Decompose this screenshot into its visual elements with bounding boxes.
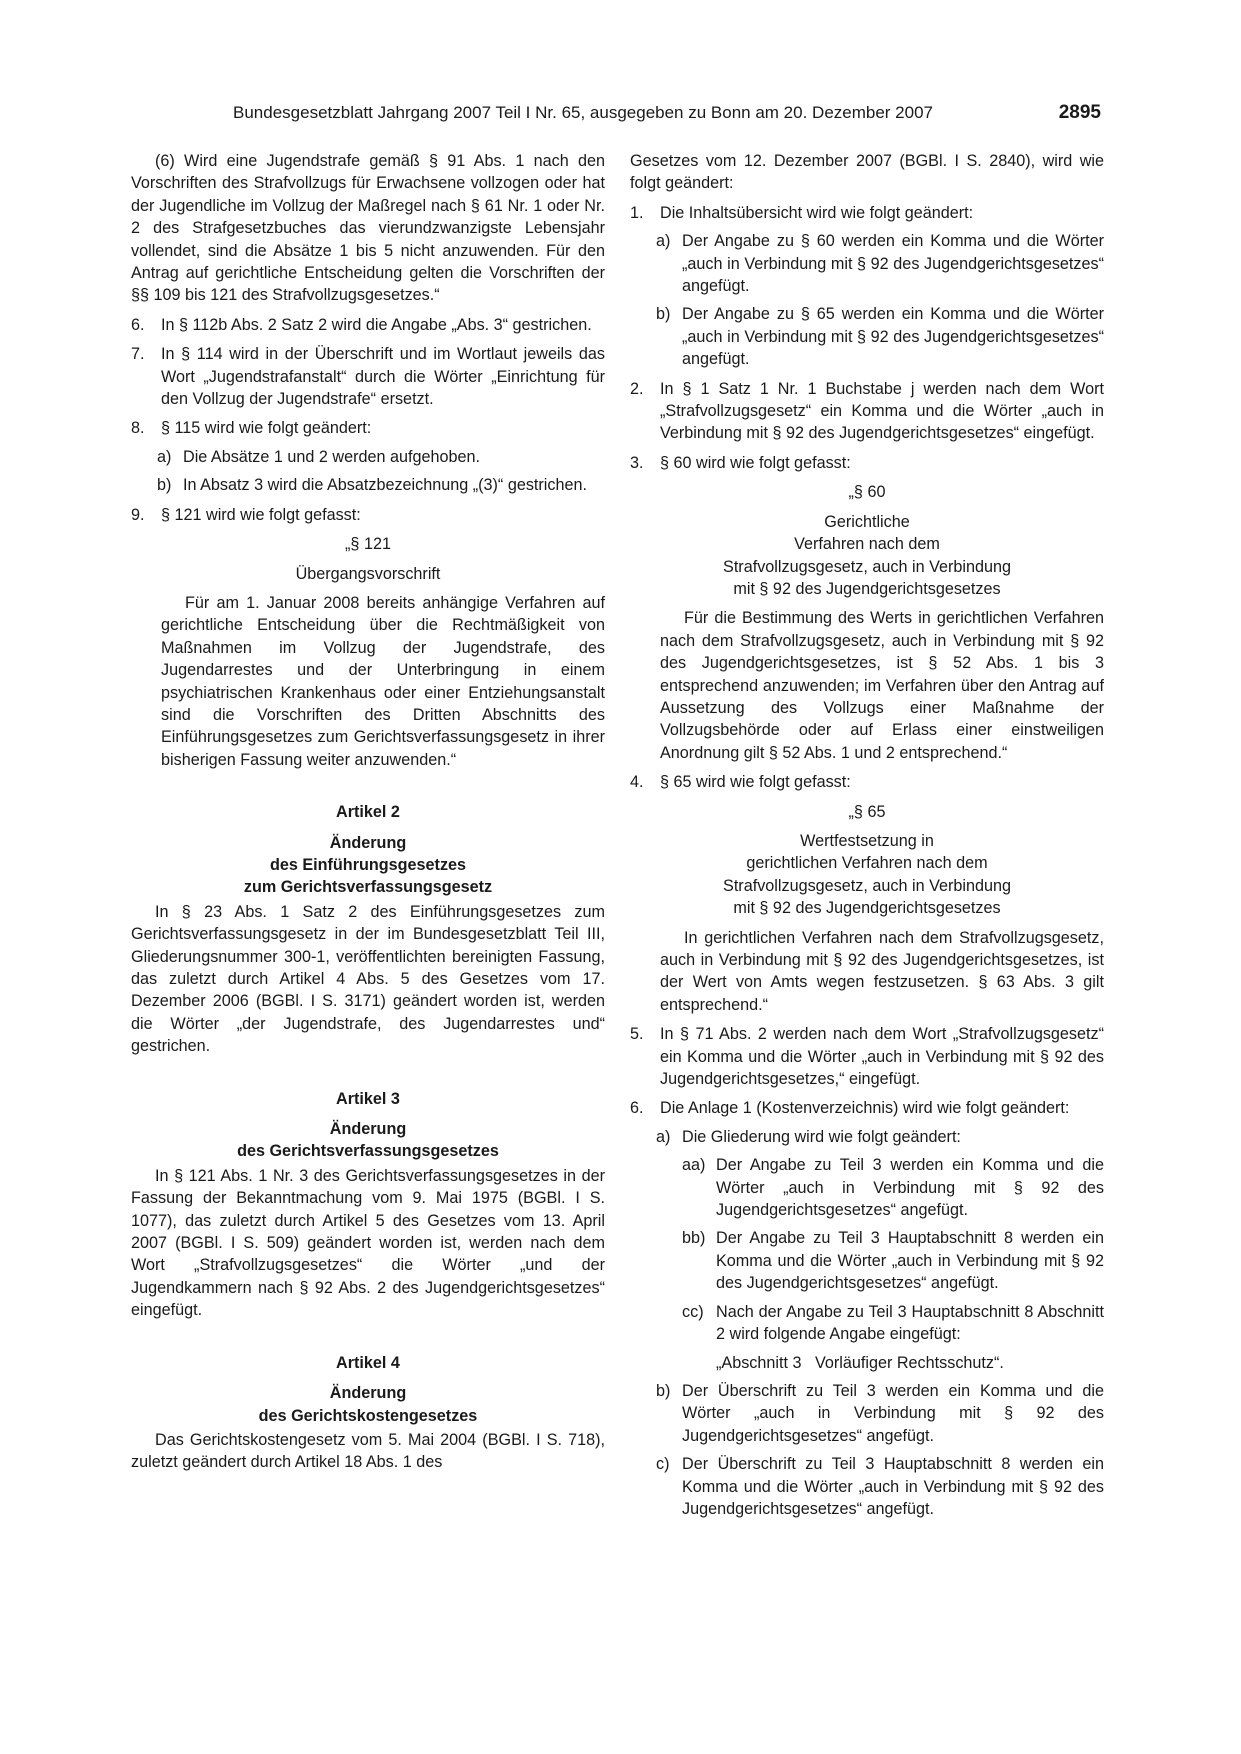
item-number: 6. [630, 1099, 644, 1118]
article-subtitle-line: Änderung [329, 1120, 407, 1139]
sub-sub-item-letter: aa) [682, 1156, 706, 1175]
sub-item [656, 230, 1104, 297]
section-label: „§ 121 [345, 535, 391, 554]
list-item [630, 378, 1104, 445]
sub-item [656, 1126, 1104, 1148]
list-item [630, 771, 1104, 793]
item-number: 8. [131, 419, 145, 438]
section-heading-line: Strafvollzugsgesetz, auch in Verbindung [723, 876, 1011, 895]
continuation-text: Gesetzes vom 12. Dezember 2007 (BGBl. I S. 2840), wird wie folgt geändert: [630, 152, 1104, 193]
gazette-title: Bundesgesetzblatt Jahrgang 2007 Teil I Nr. 65, ausgegeben zu Bonn am 20. Dezember 2007 [233, 103, 933, 122]
item-text: § 115 wird wie folgt geändert: [161, 419, 372, 438]
sub-sub-item-letter: cc) [682, 1302, 704, 1321]
paragraph-6: (6) Wird eine Jugendstrafe gemäß § 91 Abs. 1 nach den Vorschriften des Strafvollzugs für Erwachsene vollzogen oder hat der Jugendliche im Vollzug der Maßregel nach § 61 Nr. 1 oder Nr. 2 des Strafgesetzbuches das vierundzwanzigste Lebensjahr vollendet, sind die Absätze 1 bis 5 nicht anzuwenden. Für den Antrag auf gerichtliche Entscheidung gelten die Vorschriften der §§ 109 bis 121 des Strafvollzugsgesetzes.“ [131, 152, 605, 305]
sub-sub-item-text: Der Angabe zu Teil 3 Hauptabschnitt 8 werden ein Komma und die Wörter „auch in Verbindung mit § 92 des Jugendgerichtsgesetzes“ angefügt. [716, 1229, 1104, 1293]
article-subtitle-line: zum Gerichtsverfassungsgesetz [243, 878, 493, 897]
list-item [630, 1023, 1104, 1090]
section-heading [630, 511, 1104, 601]
item-number: 2. [630, 379, 644, 398]
article-title: Artikel 4 [336, 1353, 400, 1372]
item-text: § 121 wird wie folgt gefasst: [161, 505, 361, 524]
article-subtitle-line: des Einführungsgesetzes [269, 855, 467, 874]
article-subtitle [131, 832, 605, 899]
article-subtitle-line: des Gerichtsverfassungsgesetzes [237, 1142, 499, 1161]
section-heading-line: Wertfestsetzung in [800, 831, 934, 850]
item-text: In § 114 wird in der Überschrift und im Wortlaut jeweils das Wort „Jugendstrafanstalt“ durch die Wörter „Einrichtung für den Vollzug der Jugendstrafe“ ersetzt. [161, 345, 605, 409]
sub-item [656, 1380, 1104, 1447]
section-heading-line: mit § 92 des Jugendgerichtsgesetzes [733, 579, 1001, 598]
sub-item-text: Der Überschrift zu Teil 3 werden ein Komma und die Wörter „auch in Verbindung mit § 92 des Jugendgerichtsgesetzes“ angefügt. [682, 1381, 1104, 1445]
left-column [131, 150, 605, 1474]
section-heading-line: Verfahren nach dem [794, 535, 940, 554]
sub-item-text: In Absatz 3 wird die Absatzbezeichnung „(3)“ gestrichen. [183, 476, 588, 495]
article-subtitle-line: Änderung [329, 1384, 407, 1403]
sub-item-text: Der Überschrift zu Teil 3 Hauptabschnitt 8 werden ein Komma und die Wörter „auch in Verbindung mit § 92 des Jugendgerichtsgesetzes“ angefügt. [682, 1455, 1104, 1518]
article-subtitle [131, 1382, 605, 1427]
item-text: In § 1 Satz 1 Nr. 1 Buchstabe j werden nach dem Wort „Strafvollzugsgesetz“ ein Komma und die Wörter „auch in Verbindung mit § 92 des Jugendgerichtsgesetzes“ eingefügt. [660, 379, 1104, 443]
item-number: 9. [131, 505, 145, 524]
list-item [131, 417, 605, 439]
item-text: Die Anlage 1 (Kostenverzeichnis) wird wie folgt geändert: [660, 1099, 1070, 1118]
item-number: 4. [630, 773, 644, 792]
item-text: In § 112b Abs. 2 Satz 2 wird die Angabe „Abs. 3“ gestrichen. [161, 315, 592, 334]
section-label: „§ 65 [848, 802, 886, 821]
right-column [630, 150, 1104, 1520]
article-subtitle-line: Änderung [329, 833, 407, 852]
list-item [131, 504, 605, 526]
article-text: In § 23 Abs. 1 Satz 2 des Einführungsgesetzes zum Gerichtsverfassungsgesetz in der im Bundesgesetzblatt Teil III, Gliederungsnummer 300-1, veröffentlichten bereinigten Fassung, das zuletzt durch Artikel 4 Abs. 5 des Gesetzes vom 17. Dezember 2006 (BGBl. I S. 3171) geändert worden ist, werden die Wörter „der Jugendstrafe, des Jugendarrestes und“ gestrichen. [131, 902, 605, 1056]
section-text: Für die Bestimmung des Werts in gerichtlichen Verfahren nach dem Strafvollzugsgesetz, auch in Verbindung mit § 92 des Jugendgerichtsgesetzes, ist § 52 Abs. 1 bis 3 entsprechend anzuwenden; im Verfahren über den Antrag auf Aussetzung des Vollzugs einer Maßnahme der Vollzugsbehörde oder auf Erlass einer einstweiligen Anordnung gilt § 52 Abs. 1 und 2 entsprechend.“ [660, 609, 1104, 762]
item-text: § 65 wird wie folgt gefasst: [660, 773, 851, 792]
sub-sub-item [682, 1154, 1104, 1221]
item-text: Die Inhaltsübersicht wird wie folgt geändert: [660, 203, 974, 222]
item-number: 3. [630, 453, 644, 472]
sub-item [656, 303, 1104, 370]
item-number: 6. [131, 315, 145, 334]
list-item [630, 452, 1104, 474]
article-title: Artikel 3 [336, 1089, 400, 1108]
sub-sub-item-letter: bb) [682, 1229, 706, 1248]
list-item [131, 314, 605, 336]
section-text: In gerichtlichen Verfahren nach dem Strafvollzugsgesetz, auch in Verbindung mit § 92 des Jugendgerichtsgesetzes, ist der Wert von Amts wegen festzusetzen. § 63 Abs. 3 gilt entsprechend.“ [660, 928, 1104, 1014]
article-subtitle-line: des Gerichtskostengesetzes [258, 1406, 478, 1425]
item-text: In § 71 Abs. 2 werden nach dem Wort „Strafvollzugsgesetz“ ein Komma und die Wörter „auch in Verbindung mit § 92 des Jugendgerichtsgesetzes,“ eingefügt. [660, 1025, 1104, 1089]
sub-item [157, 474, 605, 496]
item-number: 7. [131, 345, 145, 364]
list-item [131, 343, 605, 410]
inserted-entry: „Abschnitt 3 Vorläufiger Rechtsschutz“. [716, 1353, 1004, 1372]
section-heading-line: Strafvollzugsgesetz, auch in Verbindung [723, 557, 1011, 576]
sub-item-text: Der Angabe zu § 60 werden ein Komma und die Wörter „auch in Verbindung mit § 92 des Jugendgerichtsgesetzes“ angefügt. [682, 232, 1104, 296]
section-heading-line: gerichtlichen Verfahren nach dem [746, 854, 988, 873]
sub-item-text: Die Gliederung wird wie folgt geändert: [682, 1127, 961, 1146]
page-number: 2895 [1058, 102, 1101, 123]
list-item [630, 1097, 1104, 1119]
sub-item-letter: b) [157, 476, 172, 495]
sub-item-letter: b) [656, 305, 671, 324]
sub-sub-item-text: Nach der Angabe zu Teil 3 Hauptabschnitt 8 Abschnitt 2 wird folgende Angabe eingefügt: [716, 1302, 1104, 1344]
sub-item-letter: c) [656, 1455, 670, 1474]
section-heading-line: Gerichtliche [824, 512, 910, 531]
article-text: In § 121 Abs. 1 Nr. 3 des Gerichtsverfassungsgesetzes in der Fassung der Bekanntmachung vom 9. Mai 1975 (BGBl. I S. 1077), das zuletzt durch Artikel 5 des Gesetzes vom 13. April 2007 (BGBl. I S. 509) geändert worden ist, werden nach dem Wort „Strafvollzugsgesetzes“ die Wörter „und der Jugendkammern nach § 92 Abs. 2 des Jugendgerichtsgesetzes“ eingefügt. [131, 1166, 605, 1320]
sub-item-letter: a) [157, 447, 172, 466]
item-number: 1. [630, 203, 644, 222]
section-heading-line: mit § 92 des Jugendgerichtsgesetzes [733, 899, 1001, 918]
section-label: „§ 60 [848, 483, 886, 502]
sub-sub-item-text: Der Angabe zu Teil 3 werden ein Komma und die Wörter „auch in Verbindung mit § 92 des Jugendgerichtsgesetzes“ angefügt. [716, 1156, 1104, 1220]
section-text: Für am 1. Januar 2008 bereits anhängige Verfahren auf gerichtliche Entscheidung über die Rechtmäßigkeit von Maßnahmen im Vollzug der Jugendstrafe, des Jugendarrestes und der Unterbringung in einem psychiatrischen Krankenhaus oder einer Entziehungsanstalt sind die Vorschriften des Dritten Abschnitts des Einführungsgesetzes zum Gerichtsverfassungsgesetz in ihrer bisherigen Fassung weiter anzuwenden.“ [161, 593, 605, 769]
sub-item-text: Die Absätze 1 und 2 werden aufgehoben. [183, 447, 480, 466]
page-header [233, 99, 1101, 127]
sub-sub-item [682, 1301, 1104, 1346]
sub-item [656, 1453, 1104, 1520]
item-text: § 60 wird wie folgt gefasst: [660, 453, 851, 472]
article-text: Das Gerichtskostengesetz vom 5. Mai 2004 (BGBl. I S. 718), zuletzt geändert durch Artikel 18 Abs. 1 des [131, 1430, 605, 1472]
article-title: Artikel 2 [336, 803, 400, 822]
sub-sub-item [682, 1227, 1104, 1294]
article-subtitle [131, 1118, 605, 1163]
sub-item-text: Der Angabe zu § 65 werden ein Komma und die Wörter „auch in Verbindung mit § 92 des Jugendgerichtsgesetzes“ angefügt. [682, 305, 1104, 369]
sub-item [157, 446, 605, 468]
section-title: Übergangsvorschrift [295, 564, 441, 583]
section-heading [630, 830, 1104, 920]
sub-item-letter: b) [656, 1381, 671, 1400]
list-item [630, 202, 1104, 224]
sub-item-letter: a) [656, 232, 671, 251]
sub-item-letter: a) [656, 1127, 671, 1146]
item-number: 5. [630, 1025, 644, 1044]
